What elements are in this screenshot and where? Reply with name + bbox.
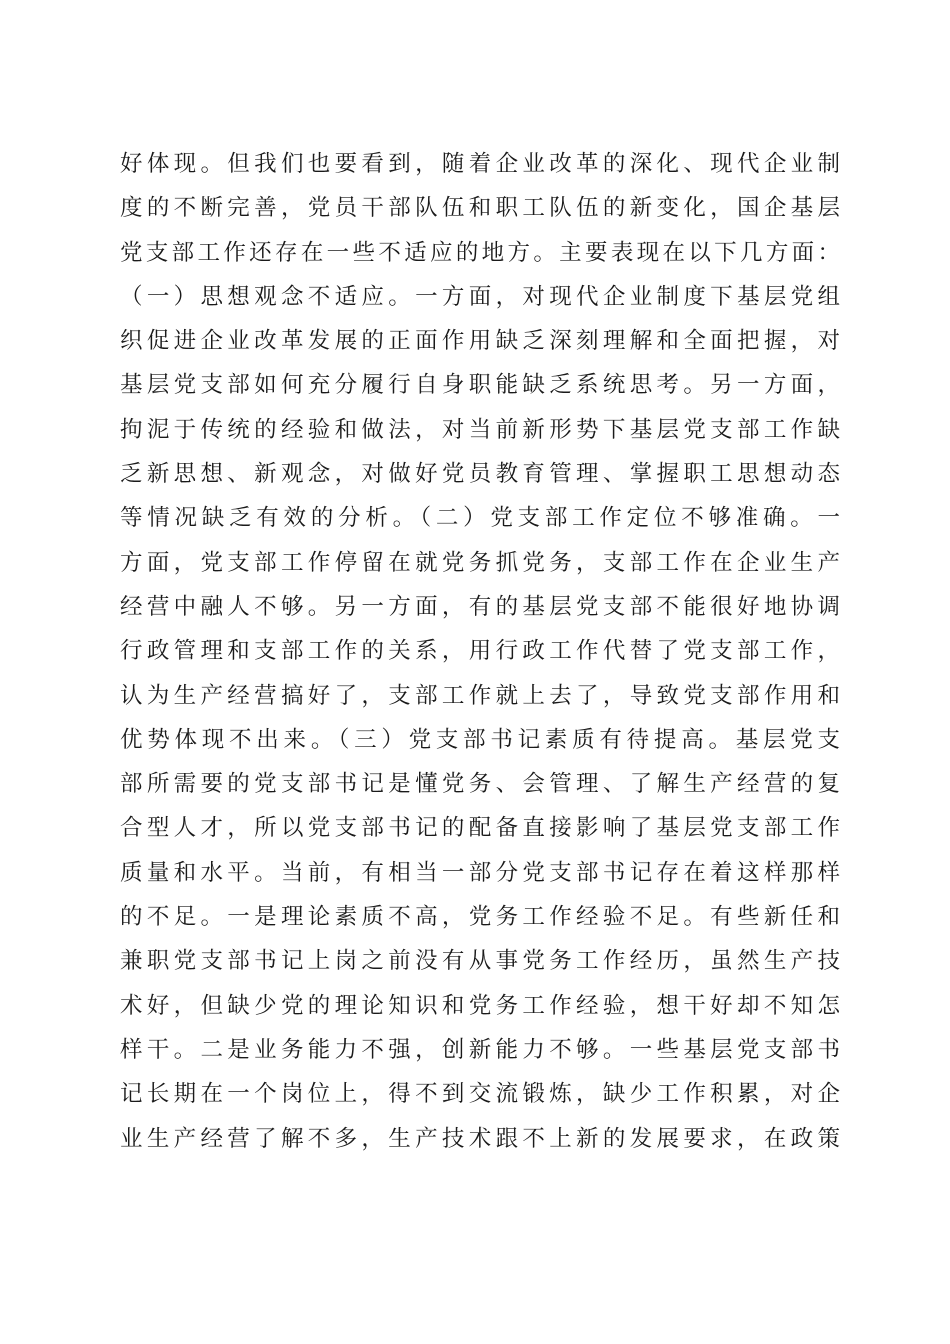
text-line: 乏新思想、新观念，对做好党员教育管理、掌握职工思想动态 bbox=[120, 461, 840, 488]
text-line: 记长期在一个岗位上，得不到交流锻炼，缺少工作积累，对企 bbox=[120, 1081, 840, 1108]
text-line: 等情况缺乏有效的分析。（二）党支部工作定位不够准确。一 bbox=[120, 505, 840, 532]
text-line: 经营中融人不够。另一方面，有的基层党支部不能很好地协调 bbox=[120, 593, 840, 620]
text-line: 兼职党支部书记上岗之前没有从事党务工作经历，虽然生产技 bbox=[120, 948, 840, 975]
text-line: 度的不断完善，党员干部队伍和职工队伍的新变化，国企基层 bbox=[120, 195, 840, 222]
text-line: 行政管理和支部工作的关系，用行政工作代替了党支部工作， bbox=[120, 638, 840, 665]
text-line: 方面，党支部工作停留在就党务抓党务，支部工作在企业生产 bbox=[120, 549, 840, 576]
text-line: 术好，但缺少党的理论知识和党务工作经验，想干好却不知怎 bbox=[120, 992, 840, 1019]
text-line: 样干。二是业务能力不强，创新能力不够。一些基层党支部书 bbox=[120, 1036, 840, 1063]
text-line: 业生产经营了解不多，生产技术跟不上新的发展要求，在政策 bbox=[120, 1125, 840, 1152]
text-line: （一）思想观念不适应。一方面，对现代企业制度下基层党组 bbox=[120, 283, 840, 310]
text-line: 的不足。一是理论素质不高，党务工作经验不足。有些新任和 bbox=[120, 904, 840, 931]
text-line: 织促进企业改革发展的正面作用缺乏深刻理解和全面把握，对 bbox=[120, 328, 840, 355]
text-line: 优势体现不出来。（三）党支部书记素质有待提高。基层党支 bbox=[120, 726, 840, 753]
body-text bbox=[120, 142, 840, 1161]
text-line: 部所需要的党支部书记是懂党务、会管理、了解生产经营的复 bbox=[120, 771, 840, 798]
text-line: 合型人才，所以党支部书记的配备直接影响了基层党支部工作 bbox=[120, 815, 840, 842]
text-line: 党支部工作还存在一些不适应的地方。主要表现在以下几方面： bbox=[120, 239, 840, 266]
text-line: 质量和水平。当前，有相当一部分党支部书记存在着这样那样 bbox=[120, 859, 840, 886]
text-line: 认为生产经营搞好了，支部工作就上去了，导致党支部作用和 bbox=[120, 682, 840, 709]
text-line: 好体现。但我们也要看到，随着企业改革的深化、现代企业制 bbox=[120, 151, 840, 177]
text-line: 基层党支部如何充分履行自身职能缺乏系统思考。另一方面， bbox=[120, 372, 840, 399]
text-line: 拘泥于传统的经验和做法，对当前新形势下基层党支部工作缺 bbox=[120, 416, 840, 443]
